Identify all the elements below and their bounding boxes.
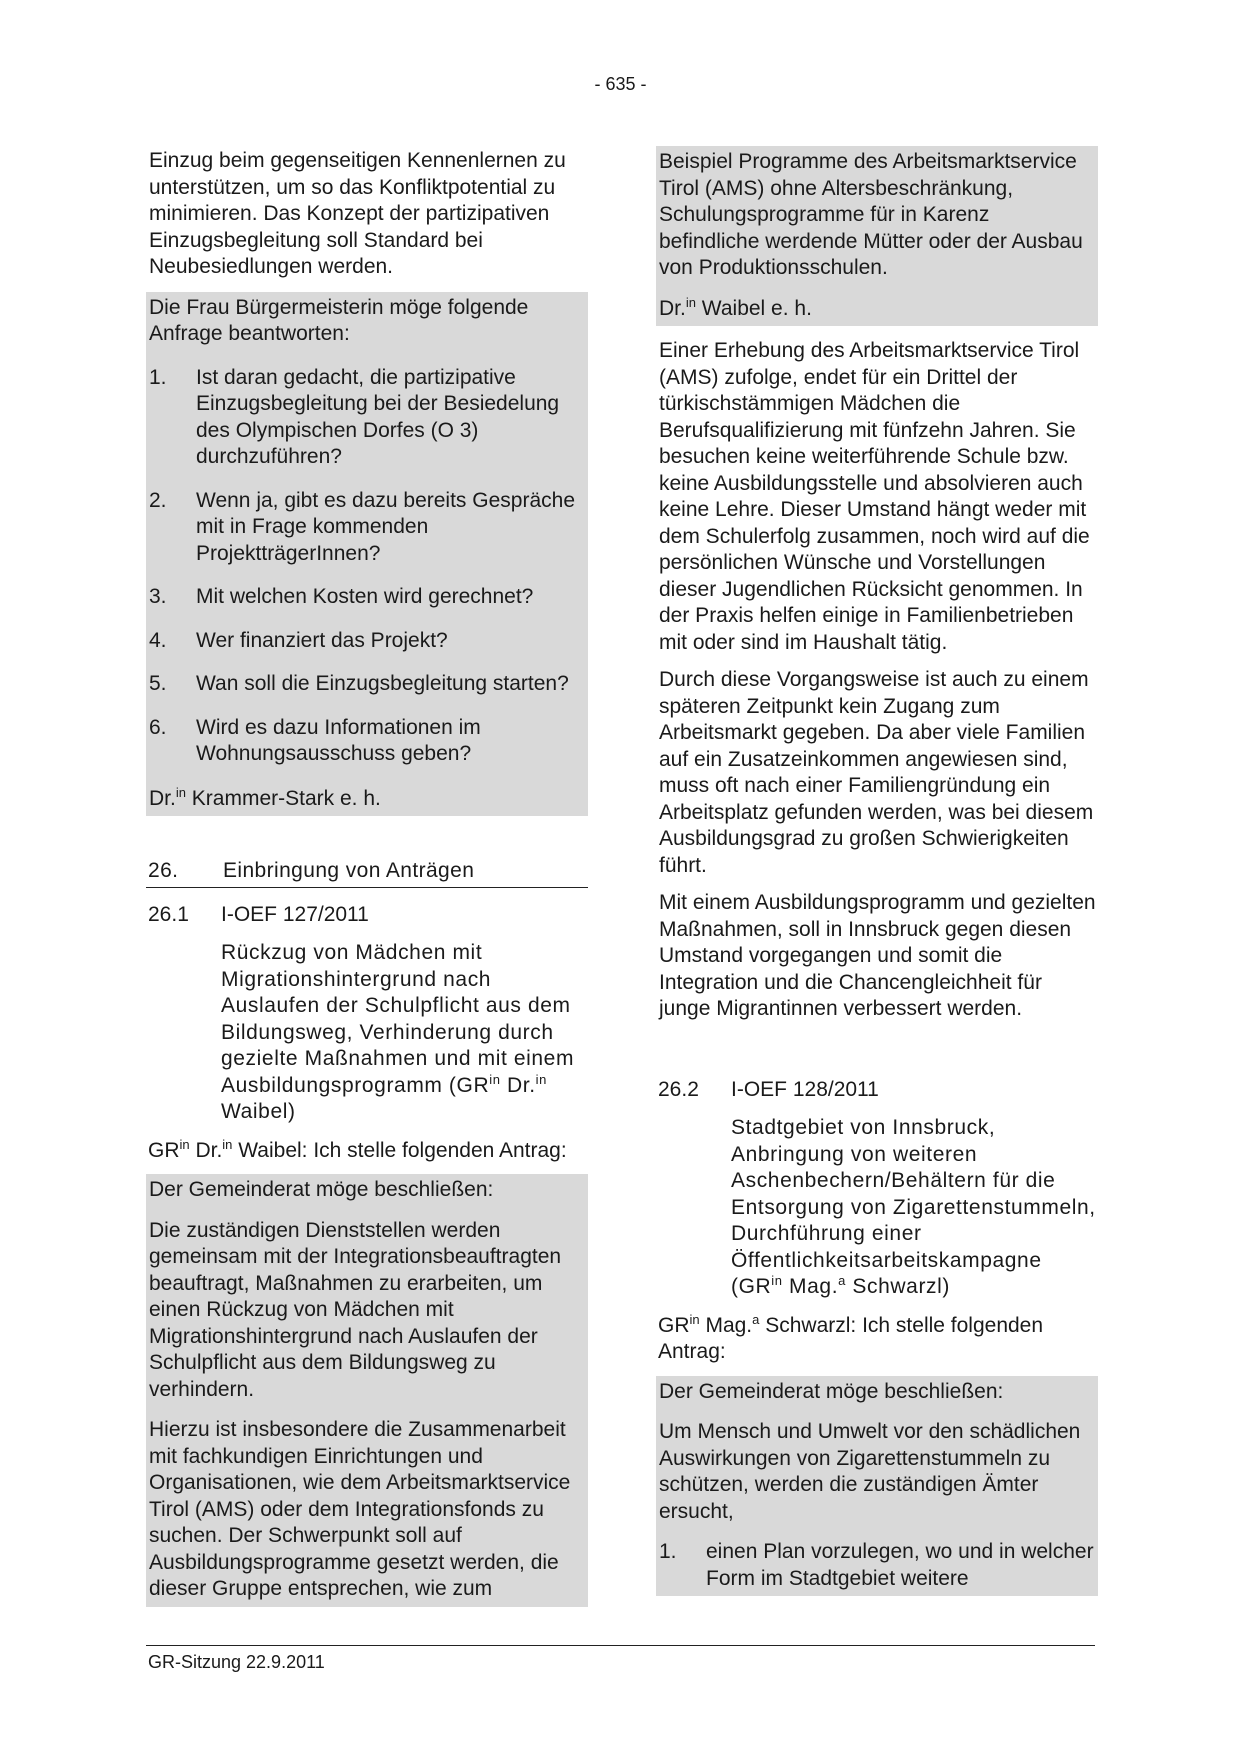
anfrage-block bbox=[146, 292, 588, 817]
signature: Dr.$^{in}$ Krammer-Stark e. h. bbox=[149, 784, 381, 810]
right-column bbox=[656, 148, 1098, 1596]
antrag-header: 26.2 I-OEF 128/2011 bbox=[658, 1077, 879, 1101]
signature: Dr.$^{in}$ Waibel e. h. bbox=[659, 294, 812, 320]
page-number: - 635 - bbox=[594, 74, 647, 94]
body-paragraph: Durch diese Vorgangsweise ist auch zu einem späteren Zeitpunkt kein Zugang zum Arbeitsmarkt gegeben. Da aber viele Familien auf ein Zusatzeinkommen angewiesen sind, muss oft nach einer Familiengründung ein Arbeitsplatz gefunden werden, was bei diesem Ausbildungsgrad zu großen Schwierigkeiten führt. bbox=[659, 668, 1094, 877]
beschluss-paragraph: Um Mensch und Umwelt vor den schädlichen Auswirkungen von Zigarettenstummeln zu schützen, werden die zuständigen Ämter ersucht, bbox=[659, 1420, 1081, 1523]
question-list bbox=[146, 362, 588, 783]
request-item: 1. einen Plan vorzulegen, wo und in welcher Form im Stadtgebiet weitere bbox=[659, 1540, 1094, 1590]
question-item: 1. Ist daran gedacht, die partizipative Einzugsbegleitung bei der Besiedelung des Olympischen Dorfes (O 3) durchzuführen? bbox=[149, 365, 560, 468]
anfrage-intro: Die Frau Bürgermeisterin möge folgende Anfrage beantworten: bbox=[149, 295, 529, 345]
continuation-block bbox=[656, 146, 1098, 326]
beschluss-heading: Der Gemeinderat möge beschließen: bbox=[659, 1379, 1004, 1403]
question-item: 2. Wenn ja, gibt es dazu bereits Gespräche mit in Frage kommenden ProjektträgerInnen? bbox=[149, 488, 575, 565]
section-heading: 26. Einbringung von Anträgen bbox=[146, 858, 588, 888]
beschluss-block bbox=[656, 1376, 1098, 1597]
antrag-intro: $GR^{in}$ Mag.$^a$ Schwarzl: Ich stelle folgenden Antrag: bbox=[658, 1311, 1044, 1363]
antrag-title: Stadtgebiet von Innsbruck, Anbringung von weiteren Aschenbechern/Behältern für die Entsorgung von Zigarettenstummeln, Durchführung einer Öffentlichkeitsarbeitskampagne ($GR^{in}$ Mag.$^a$ Schwarzl) bbox=[731, 1116, 1096, 1298]
question-item: 6. Wird es dazu Informationen im Wohnungsausschuss geben? bbox=[149, 715, 481, 765]
body-paragraph: Einer Erhebung des Arbeitsmarktservice Tirol (AMS) zufolge, endet für ein Drittel der türkischstämmigen Mädchen die Berufsqualifizierung mit fünfzehn Jahren. Sie besuchen keine weiterführende Schule bzw. keine Ausbildungsstelle und absolvieren auch keine Lehre. Dieser Umstand hängt weder mit dem Schulerfolg zusammen, noch wird auf die persönlichen Wünsche und Vorstellungen dieser Jugendlichen Rücksicht genommen. In der Praxis helfen einige in Familienbetrieben mit oder sind im Haushalt tätig. bbox=[659, 339, 1090, 654]
intro-paragraph: Einzug beim gegenseitigen Kennenlernen zu unterstützen, um so das Konfliktpotential zu minimieren. Das Konzept der partizipativen Einzugsbegleitung soll Standard bei Neubesiedlungen werden. bbox=[149, 149, 566, 278]
question-item: 3. Mit welchen Kosten wird gerechnet? bbox=[149, 585, 534, 608]
beschluss-paragraph: Die zuständigen Dienststellen werden gemeinsam mit der Integrationsbeauftragten beauftragt, Maßnahmen zu erarbeiten, um einen Rückzug von Mädchen mit Migrationshintergrund nach Auslaufen der Schulpflicht aus dem Bildungsweg zu verhindern. bbox=[149, 1218, 562, 1401]
question-item: 5. Wan soll die Einzugsbegleitung starten? bbox=[149, 672, 569, 695]
left-column bbox=[146, 148, 588, 1607]
continuation-paragraph: Beispiel Programme des Arbeitsmarktservice Tirol (AMS) ohne Altersbeschränkung, Schulungsprogramme für in Karenz befindliche werdende Mütter oder der Ausbau von Produktionsschulen. bbox=[659, 150, 1083, 279]
beschluss-paragraph: Hierzu ist insbesondere die Zusammenarbeit mit fachkundigen Einrichtungen und Organisationen, wie dem Arbeitsmarktservice Tirol (AMS) oder dem Integrationsfonds zu suchen. Der Schwerpunkt soll auf Ausbildungsprogramme gesetzt werden, die dieser Gruppe entsprechen, wie zum bbox=[149, 1418, 571, 1600]
antrag-intro: $GR^{in}$ Dr.$^{in}$ Waibel: Ich stelle folgenden Antrag: bbox=[148, 1136, 567, 1162]
antrag-header: 26.1 I-OEF 127/2011 bbox=[148, 902, 369, 926]
question-item: 4. Wer finanziert das Projekt? bbox=[149, 628, 448, 652]
body-paragraph: Mit einem Ausbildungsprogramm und gezielten Maßnahmen, soll in Innsbruck gegen diesen Umstand vorgegangen und somit die Integration und die Chancengleichheit für junge Migrantinnen verbessert werden. bbox=[659, 891, 1096, 1020]
footer-text: GR-Sitzung 22.9.2011 bbox=[148, 1652, 325, 1672]
beschluss-block bbox=[146, 1174, 588, 1607]
footer-divider bbox=[146, 1645, 1095, 1646]
antrag-title: Rückzug von Mädchen mit Migrationshintergrund nach Auslaufen der Schulpflicht aus dem Bildungsweg, Verhinderung durch gezielte Maßnahmen und mit einem Ausbildungsprogramm ($GR^{in}$ Dr.$^{in}$ Waibel) bbox=[221, 941, 575, 1123]
beschluss-heading: Der Gemeinderat möge beschließen: bbox=[149, 1178, 494, 1201]
